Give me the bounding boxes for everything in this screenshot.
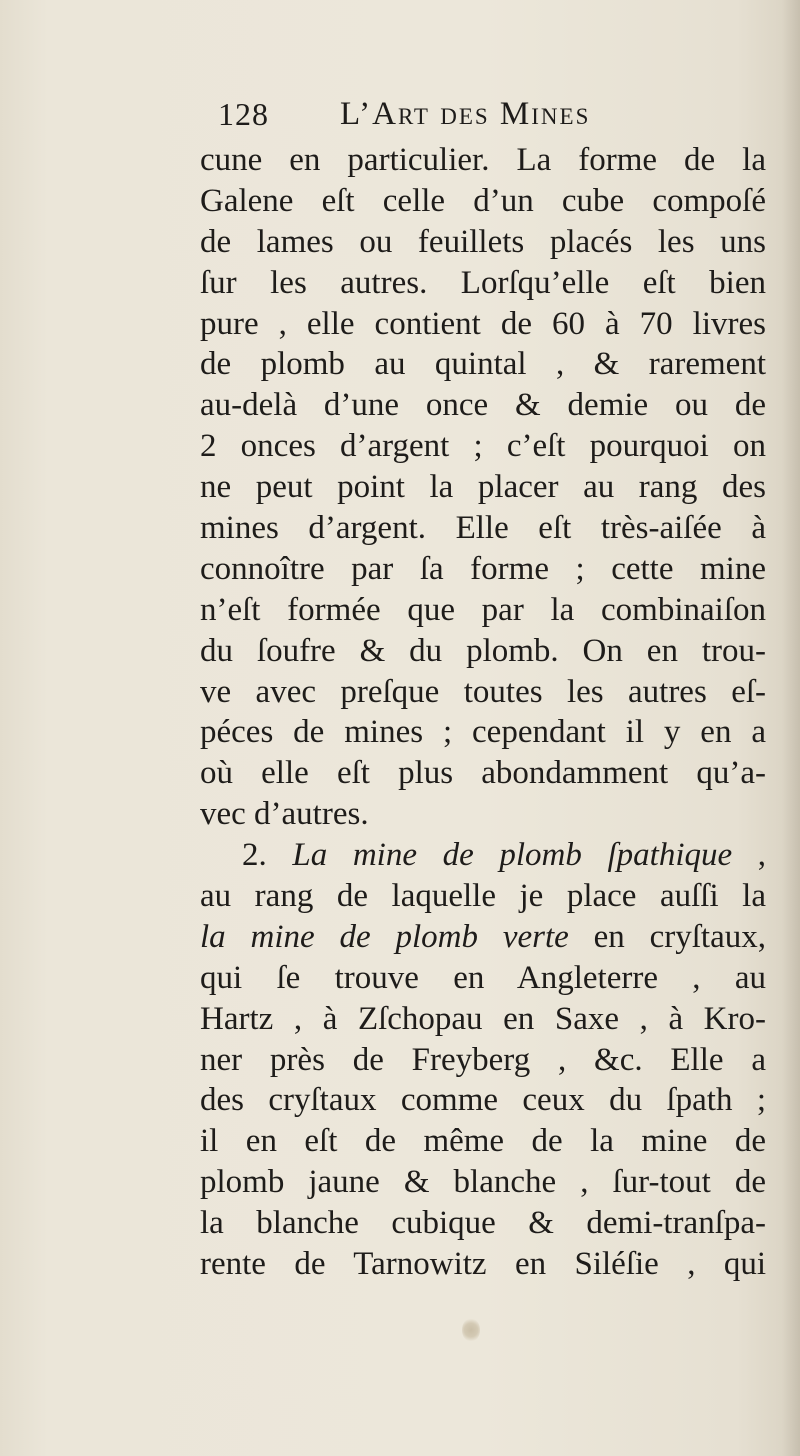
text-line: mines d’argent. Elle eſt très-aiſée à — [200, 510, 766, 547]
text-line: au rang de laquelle je place auſſi la — [200, 878, 766, 915]
text-line: au-delà d’une once & demie ou de — [200, 387, 766, 424]
text-line: vec d’autres. — [200, 796, 369, 833]
text-line: ne peut point la placer au rang des — [200, 469, 766, 506]
paragraph-2-first-line — [200, 835, 766, 876]
body-text — [200, 140, 766, 1285]
text-line: de plomb au quintal , & rarement — [200, 346, 766, 383]
text-line: connoître par ſa forme ; cette mine — [200, 550, 766, 587]
text-line: ve avec preſque toutes les autres eſ- — [200, 673, 766, 710]
text-line: Galene eſt celle d’un cube compoſé — [200, 182, 766, 219]
text-line: pure , elle contient de 60 à 70 livres — [200, 305, 766, 342]
text-line: n’eſt formée que par la combinaiſon — [200, 591, 766, 628]
text-line: Hartz , à Zſchopau en Saxe , à Kro- — [200, 1000, 766, 1037]
text-line: péces de mines ; cependant il y en a — [200, 714, 766, 751]
mineral-name-italic: La mine de plomb ſpathique — [292, 837, 733, 874]
page-number: 128 — [218, 96, 269, 132]
page-edge-shadow — [782, 0, 800, 1456]
text-fragment: , — [732, 837, 767, 874]
text-line: où elle eſt plus abondamment qu’a- — [200, 755, 766, 792]
text-line: qui ſe trouve en Angleterre , au — [200, 959, 766, 996]
mineral-name-italic: la mine de plomb verte — [200, 918, 569, 955]
text-line: la blanche cubique & demi-tranſpa- — [200, 1205, 766, 1242]
text-line: de lames ou feuillets placés les uns — [200, 223, 766, 260]
paragraph-number: 2. — [242, 837, 293, 874]
text-line-mixed — [200, 917, 766, 958]
text-line: il en eſt de même de la mine de — [200, 1123, 766, 1160]
text-line: plomb jaune & blanche , ſur-tout de — [200, 1164, 766, 1201]
ink-blot-mark — [462, 1318, 480, 1342]
running-title: L’Art des Mines — [340, 96, 591, 132]
text-line: ſur les autres. Lorſqu’elle eſt bien — [200, 264, 766, 301]
text-line: 2 onces d’argent ; c’eſt pourquoi on — [200, 428, 766, 465]
text-line: ner près de Freyberg , &c. Elle a — [200, 1041, 766, 1078]
text-line: rente de Tarnowitz en Siléſie , qui — [200, 1246, 766, 1283]
text-fragment: en cryſtaux, — [568, 918, 766, 955]
text-line: des cryſtaux comme ceux du ſpath ; — [200, 1082, 766, 1119]
page-header — [218, 96, 758, 140]
text-line: cune en particulier. La forme de la — [200, 142, 766, 178]
text-line: du ſoufre & du plomb. On en trou- — [200, 632, 766, 669]
